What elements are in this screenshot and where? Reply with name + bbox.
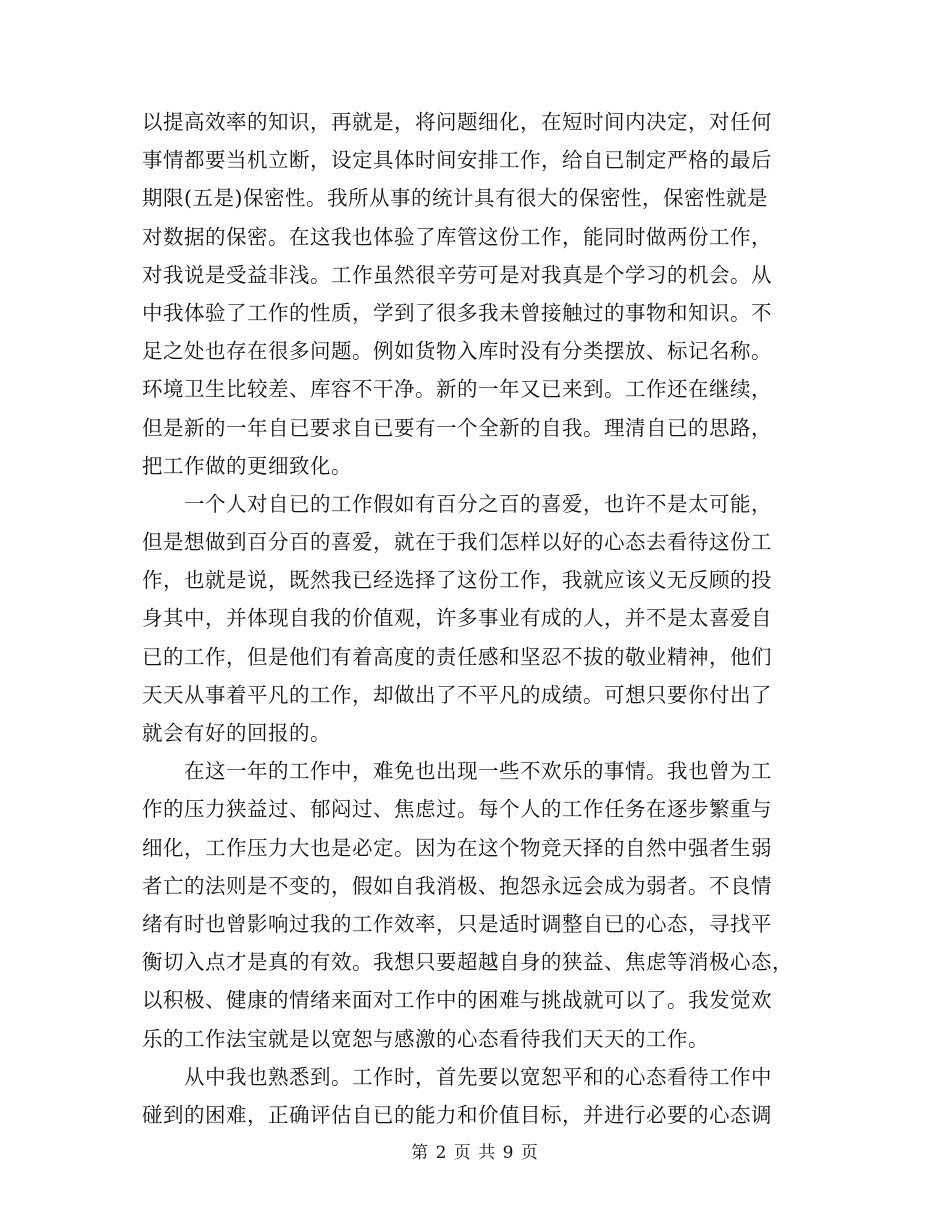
page-number-footer: 第 2 页 共 9 页 — [411, 1143, 539, 1163]
text-line: 就会有好的回报的。 — [142, 721, 331, 745]
text-line: 碰到的困难，正确评估自已的能力和价值目标，并进行必要的心态调 — [142, 1102, 772, 1127]
text-line: 中我体验了工作的性质，学到了很多我未曾接触过的事物和知识。不 — [142, 300, 772, 325]
text-line: 对数据的保密。在这我也体验了库管这份工作，能同时做两份工作， — [142, 224, 772, 249]
text-line: 环境卫生比较差、库容不干净。新的一年又已来到。工作还在继续， — [142, 377, 772, 402]
text-line: 乐的工作法宝就是以宽恕与感激的心态看待我们天天的工作。 — [142, 1026, 709, 1051]
text-line: 期限(五是)保密性。我所从事的统计具有很大的保密性，保密性就是 — [142, 186, 768, 211]
text-line: 细化，工作压力大也是必定。因为在这个物竞天择的自然中强者生弱 — [142, 835, 772, 860]
text-line: 天天从事着平凡的工作，却做出了不平凡的成绩。可想只要你付出了 — [142, 682, 772, 707]
text-line: 足之处也存在很多问题。例如货物入库时没有分类摆放、标记名称。 — [142, 339, 772, 364]
text-line: 作，也就是说，既然我已经选择了这份工作，我就应该义无反顾的投 — [142, 568, 772, 593]
body-text — [142, 103, 810, 1134]
text-line: 但是新的一年自已要求自已要有一个全新的自我。理清自已的思路， — [142, 415, 772, 440]
text-line: 一个人对自已的工作假如有百分之百的喜爱，也许不是太可能， — [142, 491, 772, 516]
text-line: 以积极、健康的情绪来面对工作中的困难与挑战就可以了。我发觉欢 — [142, 988, 772, 1013]
text-line: 衡切入点才是真的有效。我想只要超越自身的狭益、焦虑等消极心态， — [142, 950, 793, 975]
text-line: 以提高效率的知识，再就是，将问题细化，在短时间内决定，对任何 — [142, 110, 772, 134]
text-line: 把工作做的更细致化。 — [142, 453, 352, 478]
text-line: 事情都要当机立断，设定具体时间安排工作，给自已制定严格的最后 — [142, 148, 772, 173]
text-line: 绪有时也曾影响过我的工作效率，只是适时调整自已的心态，寻找平 — [142, 911, 772, 936]
text-line: 身其中，并体现自我的价值观，许多事业有成的人，并不是太喜爱自 — [142, 606, 772, 631]
text-line: 者亡的法则是不变的，假如自我消极、抱怨永远会成为弱者。不良情 — [142, 873, 772, 898]
text-line: 对我说是受益非浅。工作虽然很辛劳可是对我真是个学习的机会。从 — [142, 262, 772, 287]
text-line: 从中我也熟悉到。工作时，首先要以宽恕平和的心态看待工作中 — [142, 1064, 772, 1089]
text-line: 在这一年的工作中，难免也出现一些不欢乐的事情。我也曾为工 — [142, 759, 772, 784]
text-line: 作的压力狭益过、郁闷过、焦虑过。每个人的工作任务在逐步繁重与 — [142, 797, 772, 822]
text-line: 已的工作，但是他们有着高度的责任感和坚忍不拔的敬业精神，他们 — [142, 644, 772, 669]
text-line: 但是想做到百分百的喜爱，就在于我们怎样以好的心态去看待这份工 — [142, 530, 772, 555]
